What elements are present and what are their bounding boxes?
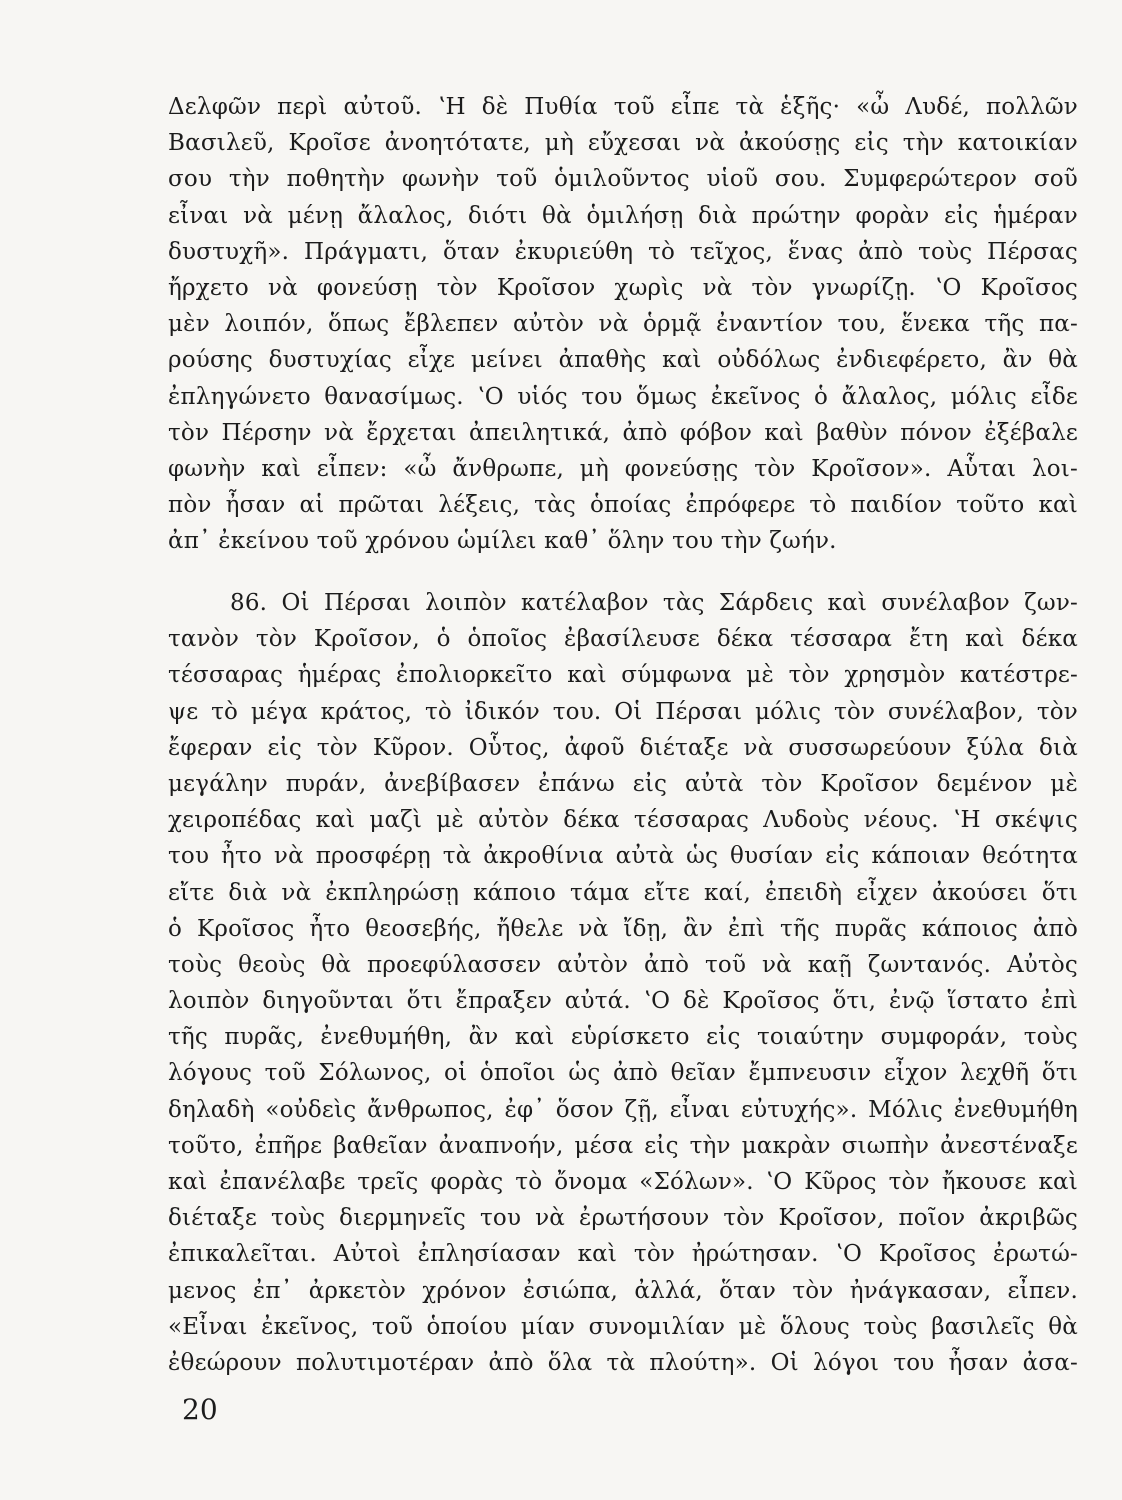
- text-line: τανὸν τὸν Κροῖσον, ὁ ὁποῖος ἐβασίλευσε δέκα τέσσαρα ἔτη καὶ δέκα: [168, 626, 1078, 653]
- paragraph-delphi-oracle: [168, 89, 1078, 559]
- text-line: καὶ ἐπανέλαβε τρεῖς φορὰς τὸ ὄνομα «Σόλων». ʽΟ Κῦρος τὸν ἤκουσε καὶ: [168, 1169, 1078, 1195]
- text-line: σου τὴν ποθητὴν φωνὴν τοῦ ὁμιλοῦντος υἱοῦ σου. Συμφερώτερον σοῦ: [168, 166, 1078, 193]
- text-line: ἐπληγώνετο θανασίμως. ʽΟ υἱός του ὅμως ἐκεῖνος ὁ ἄλαλος, μόλις εἶδε: [168, 383, 1078, 410]
- text-line: λόγους τοῦ Σόλωνος, οἱ ὁποῖοι ὡς ἀπὸ θεῖαν ἔμπνευσιν εἶχον λεχθῆ ὅτι: [168, 1060, 1078, 1087]
- text-line: 86. Οἱ Πέρσαι λοιπὸν κατέλαβον τὰς Σάρδεις καὶ συνέλαβον ζων-: [230, 590, 1078, 616]
- paragraph-section-86: [168, 585, 1078, 1417]
- text-line: μὲν λοιπόν, ὅπως ἔβλεπεν αὐτὸν νὰ ὁρμᾷ ἐναντίον του, ἕνεκα τῆς πα-: [168, 311, 1078, 338]
- text-line: δηλαδὴ «οὐδεὶς ἄνθρωπος, ἐφ᾽ ὅσον ζῇ, εἶναι εὐτυχής». Μόλις ἐνεθυμήθη: [168, 1096, 1078, 1123]
- text-line: τοὺς θεοὺς θὰ προεφύλασσεν αὐτὸν ἀπὸ τοῦ νὰ καῇ ζωντανός. Αὐτὸς: [168, 951, 1078, 978]
- text-line: τὸν Πέρσην νὰ ἔρχεται ἀπειλητικά, ἀπὸ φόβον καὶ βαθὺν πόνον ἐξέβαλε: [168, 419, 1078, 446]
- text-line: Δελφῶν περὶ αὐτοῦ. ʽΗ δὲ Πυθία τοῦ εἶπε τὰ ἑξῆς· «ὦ Λυδέ, πολλῶν: [168, 94, 1078, 120]
- text-line: τέσσαρας ἡμέρας ἐπολιορκεῖτο καὶ σύμφωνα μὲ τὸν χρησμὸν κατέστρε-: [168, 662, 1078, 689]
- text-line: «Εἶναι ἐκεῖνος, τοῦ ὁποίου μίαν συνομιλίαν μὲ ὅλους τοὺς βασιλεῖς θὰ: [168, 1313, 1078, 1340]
- text-line: ἀπ᾽ ἐκείνου τοῦ χρόνου ὡμίλει καθ᾽ ὅλην του τὴν ζωήν.: [168, 528, 837, 555]
- text-line: ὁ Κροῖσος ἦτο θεοσεβής, ἤθελε νὰ ἴδῃ, ἂν ἐπὶ τῆς πυρᾶς κάποιος ἀπὸ: [168, 915, 1078, 942]
- text-line: πὸν ἦσαν αἱ πρῶται λέξεις, τὰς ὁποίας ἐπρόφερε τὸ παιδίον τοῦτο καὶ: [168, 492, 1078, 519]
- text-line: Βασιλεῦ, Κροῖσε ἀνοητότατε, μὴ εὔχεσαι νὰ ἀκούσῃς εἰς τὴν κατοικίαν: [168, 130, 1078, 157]
- text-line: δυστυχῆ». Πράγματι, ὅταν ἐκυριεύθη τὸ τεῖχος, ἕνας ἀπὸ τοὺς Πέρσας: [168, 238, 1078, 265]
- text-line: [168, 1381, 1078, 1417]
- text-line: τοῦτο, ἐπῆρε βαθεῖαν ἀναπνοήν, μέσα εἰς τὴν μακρὰν σιωπὴν ἀνεστέναξε: [168, 1132, 1078, 1159]
- text-line: διέταξε τοὺς διερμηνεῖς του νὰ ἐρωτήσουν τὸν Κροῖσον, ποῖον ἀκριβῶς: [168, 1205, 1078, 1232]
- text-line: ἐπικαλεῖται. Αὐτοὶ ἐπλησίασαν καὶ τὸν ἠρώτησαν. ʽΟ Κροῖσος ἐρωτώ-: [168, 1241, 1078, 1268]
- text-line: ψε τὸ μέγα κράτος, τὸ ἰδικόν του. Οἱ Πέρσαι μόλις τὸν συνέλαβον, τὸν: [168, 698, 1078, 725]
- text-line: ἐθεώρουν πολυτιμοτέραν ἀπὸ ὅλα τὰ πλούτη». Οἱ λόγοι του ἦσαν ἀσα-: [168, 1349, 1078, 1376]
- text-line: φωνὴν καὶ εἶπεν: «ὦ ἄνθρωπε, μὴ φονεύσῃς τὸν Κροῖσον». Αὗται λοι-: [168, 455, 1078, 482]
- text-line: μεγάλην πυράν, ἀνεβίβασεν ἐπάνω εἰς αὐτὰ τὸν Κροῖσον δεμένον μὲ: [168, 770, 1078, 797]
- text-line: εἴτε διὰ νὰ ἐκπληρώσῃ κάποιο τάμα εἴτε καί, ἐπειδὴ εἶχεν ἀκούσει ὅτι: [168, 879, 1078, 906]
- text-line: χειροπέδας καὶ μαζὶ μὲ αὐτὸν δέκα τέσσαρας Λυδοὺς νέους. ʽΗ σκέψις: [168, 807, 1078, 834]
- text-line: λοιπὸν διηγοῦνται ὅτι ἔπραξεν αὐτά. ʽΟ δὲ Κροῖσος ὅτι, ἐνῷ ἵστατο ἐπὶ: [168, 988, 1078, 1015]
- text-line: τῆς πυρᾶς, ἐνεθυμήθη, ἂν καὶ εὑρίσκετο εἰς τοιαύτην συμφοράν, τοὺς: [168, 1024, 1078, 1051]
- text-line: ἔφεραν εἰς τὸν Κῦρον. Οὗτος, ἀφοῦ διέταξε νὰ συσσωρεύουν ξύλα διὰ: [168, 734, 1078, 761]
- text-line: ἤρχετο νὰ φονεύσῃ τὸν Κροῖσον χωρὶς νὰ τὸν γνωρίζῃ. ʽΟ Κροῖσος: [168, 274, 1078, 301]
- text-line: εἶναι νὰ μένῃ ἄλαλος, διότι θὰ ὁμιλήσῃ διὰ πρώτην φορὰν εἰς ἡμέραν: [168, 202, 1078, 229]
- text-line: του ἦτο νὰ προσφέρῃ τὰ ἀκροθίνια αὐτὰ ὡς θυσίαν εἰς κάποιαν θεότητα: [168, 843, 1078, 870]
- text-line: μενος ἐπ᾽ ἀρκετὸν χρόνον ἐσιώπα, ἀλλά, ὅταν τὸν ἠνάγκασαν, εἶπεν.: [168, 1277, 1078, 1304]
- text-line: ρούσης δυστυχίας εἶχε μείνει ἀπαθὴς καὶ οὐδόλως ἐνδιεφέρετο, ἂν θὰ: [168, 347, 1078, 374]
- page-number: 20: [182, 1393, 218, 1426]
